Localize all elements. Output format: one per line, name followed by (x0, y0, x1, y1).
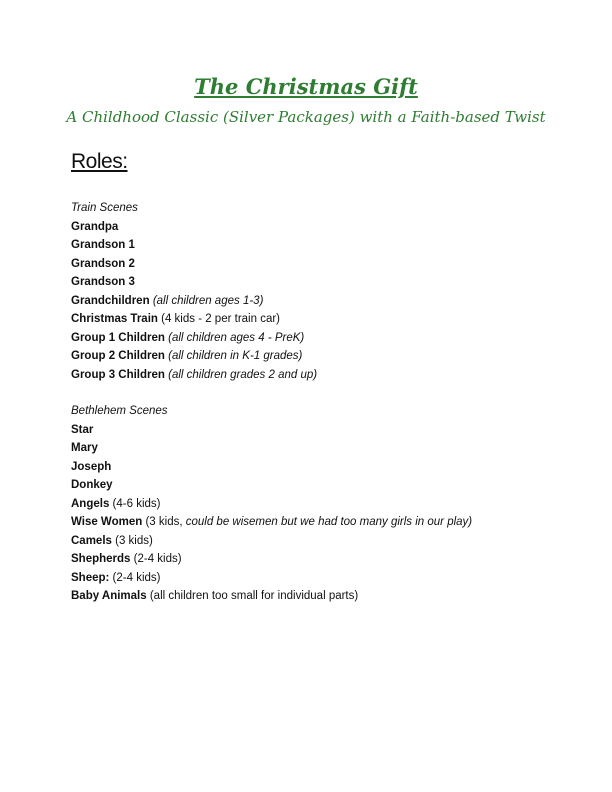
role-name: Group 3 Children (71, 368, 165, 381)
role-name: Grandchildren (71, 294, 150, 307)
role-name: Grandpa (71, 220, 119, 233)
role-item (71, 587, 472, 606)
role-note: (all children too small for individual parts) (149, 590, 359, 602)
document-title: The Christmas Gift (194, 74, 418, 99)
role-item (71, 273, 317, 292)
role-name: Wise Women (71, 516, 143, 528)
role-item (71, 550, 472, 569)
role-item (71, 513, 472, 532)
role-item (71, 532, 472, 551)
role-note: (3 kids) (115, 534, 153, 547)
role-note-italic: could be wisemen but we had too many girls in our play) (185, 516, 473, 528)
role-item (71, 255, 317, 274)
bethlehem-roles-list (71, 421, 472, 606)
role-item (71, 476, 472, 495)
train-scenes-section (71, 199, 317, 384)
role-item (71, 236, 317, 255)
role-note: (4-6 kids) (112, 497, 161, 510)
role-item (71, 569, 472, 588)
role-item (71, 458, 472, 477)
role-name: Christmas Train (71, 313, 158, 325)
role-name: Angels (71, 497, 110, 510)
role-name: Group 1 Children (71, 331, 165, 344)
role-item (71, 439, 472, 458)
role-name: Grandson 2 (71, 257, 135, 270)
role-note-italic: (all children grades 2 and up) (168, 368, 318, 381)
role-name: Group 2 Children (71, 350, 165, 362)
roles-heading: Roles: (71, 150, 128, 173)
role-name: Sheep: (71, 571, 110, 584)
train-roles-list (71, 218, 317, 385)
role-note: (4 kids - 2 per train car) (161, 313, 280, 325)
role-name: Camels (71, 534, 112, 547)
role-item (71, 366, 317, 385)
role-name: Joseph (71, 460, 112, 473)
role-item (71, 218, 317, 237)
role-note-italic: (all children ages 4 - PreK) (168, 331, 305, 344)
role-name: Grandson 3 (71, 276, 135, 288)
role-note: (2-4 kids) (112, 571, 161, 584)
role-name: Mary (71, 442, 98, 454)
role-item (71, 310, 317, 329)
bethlehem-scenes-section (71, 402, 472, 606)
role-item (71, 292, 317, 311)
role-item (71, 329, 317, 348)
role-note-italic: (all children in K-1 grades) (168, 350, 303, 362)
bethlehem-scenes-label: Bethlehem Scenes (71, 405, 168, 417)
role-note-italic: (all children ages 1-3) (152, 294, 264, 307)
role-item (71, 495, 472, 514)
role-name: Shepherds (71, 553, 131, 565)
role-name: Star (71, 423, 94, 436)
role-item (71, 347, 317, 366)
role-note: (3 kids, (145, 516, 183, 528)
document-subtitle: A Childhood Classic (Silver Packages) with a Faith-based Twist (66, 108, 546, 126)
role-name: Baby Animals (71, 590, 147, 602)
role-name: Donkey (71, 479, 113, 491)
role-item (71, 421, 472, 440)
role-name: Grandson 1 (71, 239, 135, 251)
role-note: (2-4 kids) (133, 553, 182, 565)
train-scenes-label: Train Scenes (71, 202, 138, 214)
